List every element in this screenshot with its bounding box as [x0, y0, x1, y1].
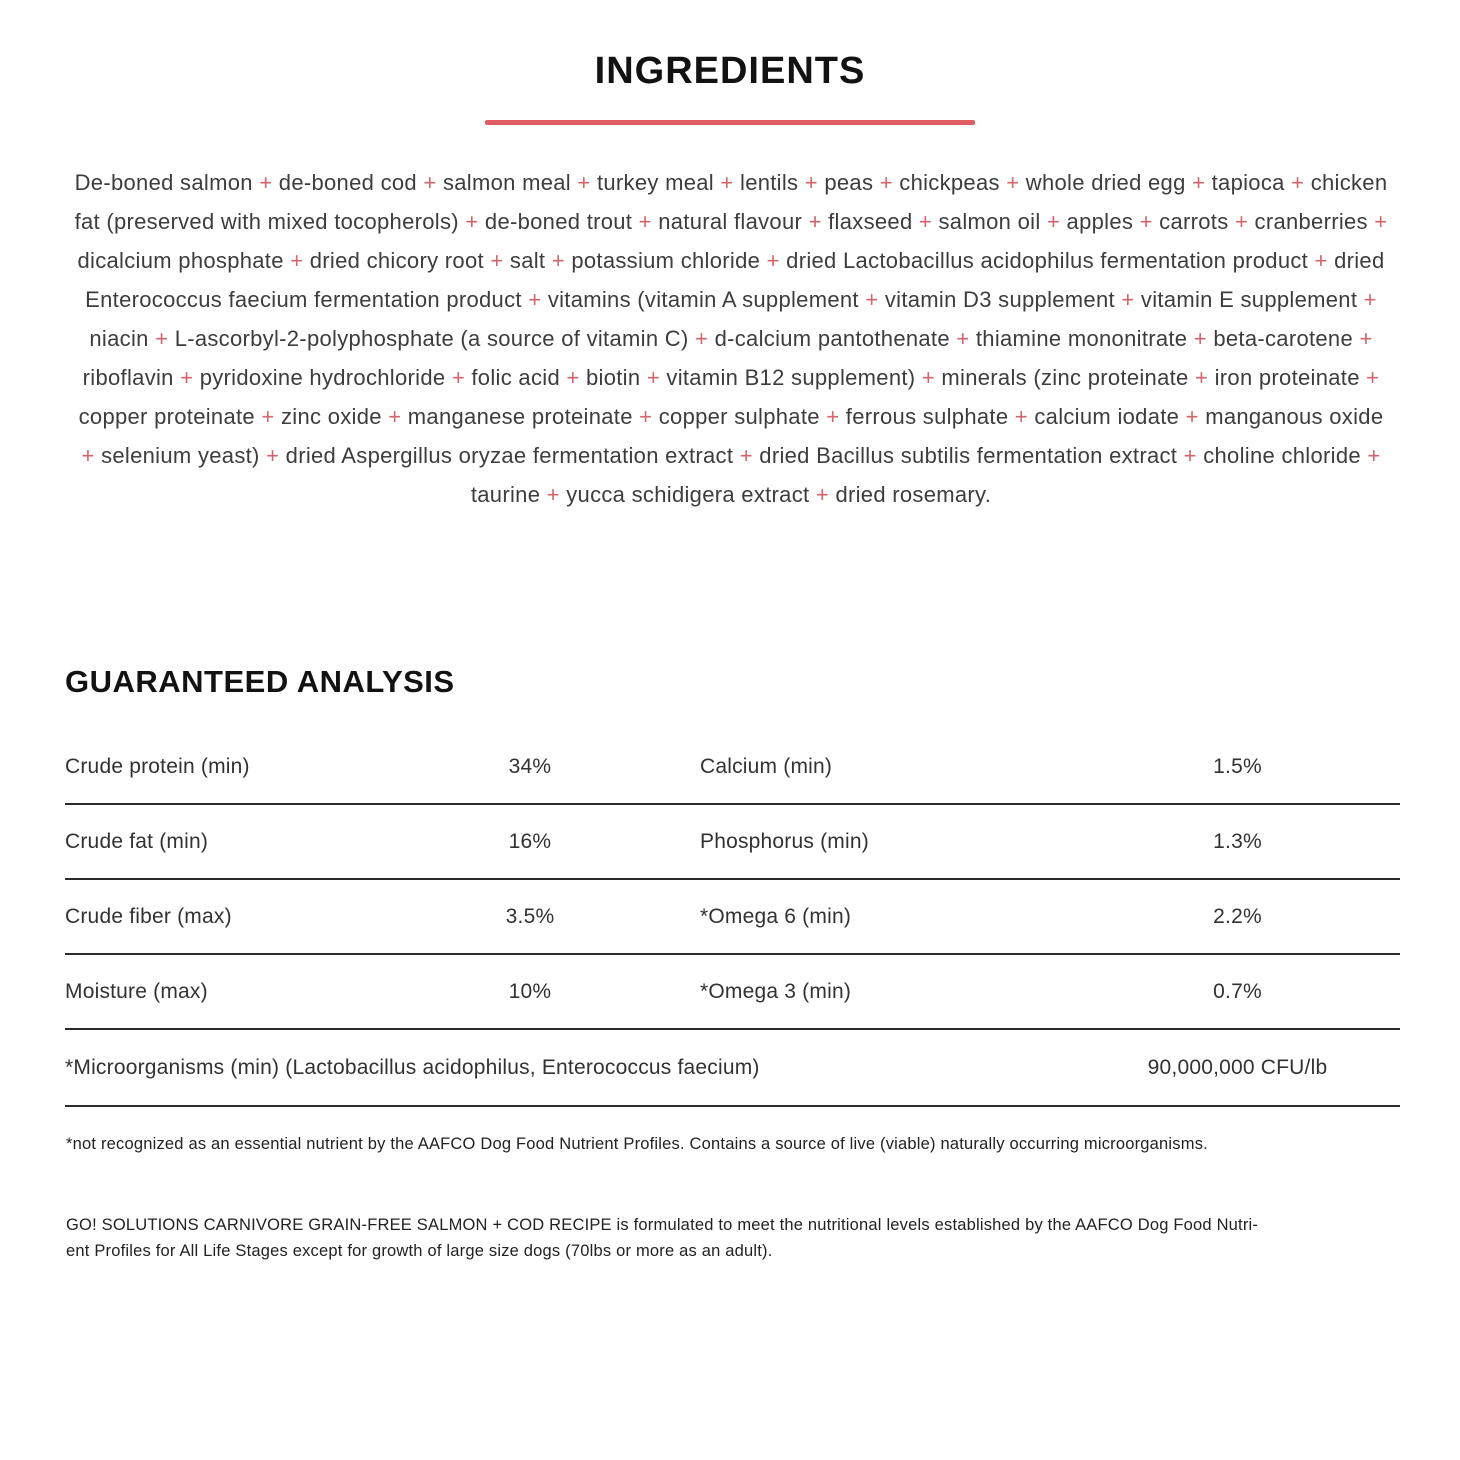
plus-separator: + — [695, 326, 709, 351]
plus-separator: + — [266, 443, 280, 468]
plus-separator: + — [808, 209, 822, 234]
plus-separator: + — [1183, 443, 1197, 468]
guaranteed-analysis-table — [65, 730, 1400, 1107]
plus-separator: + — [465, 209, 479, 234]
plus-separator: + — [956, 326, 970, 351]
plus-separator: + — [921, 365, 935, 390]
nutrient-value: 1.5% — [1213, 754, 1262, 778]
plus-separator: + — [155, 326, 169, 351]
plus-separator: + — [1139, 209, 1153, 234]
nutrient-label: Crude fat (min) — [65, 829, 209, 853]
plus-separator: + — [259, 170, 273, 195]
plus-separator: + — [490, 248, 504, 273]
plus-separator: + — [1291, 170, 1305, 195]
plus-separator: + — [865, 287, 879, 312]
nutrient-label: Crude fiber (max) — [65, 904, 232, 928]
nutrient-label: *Microorganisms (min) (Lactobacillus acidophilus, Enterococcus faecium) — [65, 1055, 760, 1079]
aafco-statement-line1: GO! SOLUTIONS CARNIVORE GRAIN-FREE SALMON + COD RECIPE is formulated to meet the nutritional levels established by the AAFCO Dog Food Nutri- — [66, 1216, 1259, 1234]
plus-separator: + — [739, 443, 753, 468]
nutrient-value: 3.5% — [505, 904, 555, 928]
plus-separator: + — [815, 482, 830, 507]
nutrient-label: Calcium (min) — [700, 754, 833, 778]
plus-separator: + — [1006, 170, 1020, 195]
plus-separator: + — [1185, 404, 1199, 429]
plus-separator: + — [566, 365, 580, 390]
plus-separator: + — [423, 170, 437, 195]
plus-separator: + — [1367, 443, 1381, 468]
plus-separator: + — [720, 170, 734, 195]
ingredients-paragraph: De-boned salmon + de-boned cod + salmon meal + turkey meal + lentils + peas + chickpeas + whole dried egg + tapioca + chicken fat (preserved with mixed tocopherols) + de-boned trout + natural flavour + flaxseed + salmon oil + apples + carrots + cranberries + dicalcium phosphate + dried chicory root + salt + potassium chloride + dried Lactobacillus acidophilus fermentation product + dried Enterococcus faecium fermentation product + vitamins (vitamin A supplement + vitamin D3 supplement + vitamin E supplement + niacin + L-ascorbyl-2-polyphosphate (a source of vitamin C) + d-calcium pantothenate + thiamine mononitrate + beta-carotene + riboflavin + pyridoxine hydrochloride + folic acid + biotin + vitamin B12 supplement) + minerals (zinc proteinate + iron proteinate + copper proteinate + zinc oxide + manganese proteinate + copper sulphate + ferrous sulphate + calcium iodate + manganous oxide + selenium yeast) + dried Aspergillus oryzae fermentation extract + dried Bacillus subtilis fermentation extract + choline chloride + taurine + yucca schidigera extract + dried rosemary. — [74, 170, 1388, 507]
analysis-row-microorganisms — [65, 1030, 1400, 1107]
plus-separator: + — [1014, 404, 1028, 429]
plus-separator: + — [1195, 365, 1209, 390]
plus-separator: + — [261, 404, 275, 429]
plus-separator: + — [1121, 287, 1135, 312]
analysis-row — [65, 880, 1400, 955]
guaranteed-analysis-title: GUARANTEED ANALYSIS — [65, 664, 455, 699]
plus-separator: + — [1234, 209, 1249, 234]
nutrient-value: 10% — [508, 979, 552, 1003]
plus-separator: + — [577, 170, 591, 195]
analysis-row — [65, 955, 1400, 1030]
plus-separator: + — [1193, 326, 1207, 351]
title-underline-bar — [485, 120, 975, 125]
analysis-row — [65, 805, 1400, 880]
plus-separator: + — [1314, 248, 1328, 273]
plus-separator: + — [388, 404, 402, 429]
aafco-statement-line2: ent Profiles for All Life Stages except for growth of large size dogs (70lbs or more as an adult). — [66, 1242, 773, 1260]
nutrient-label: Crude protein (min) — [65, 754, 250, 778]
nutrient-value: 1.3% — [1213, 829, 1262, 853]
plus-separator: + — [826, 404, 840, 429]
nutrient-label: *Omega 6 (min) — [700, 904, 852, 928]
nutrient-value: 90,000,000 CFU/lb — [1147, 1055, 1328, 1079]
plus-separator: + — [918, 209, 933, 234]
nutrient-label: Phosphorus (min) — [700, 829, 869, 853]
plus-separator: + — [879, 170, 893, 195]
analysis-row — [65, 730, 1400, 805]
aafco-statement — [66, 1212, 1400, 1264]
nutrient-label: *Omega 3 (min) — [700, 979, 852, 1003]
plus-separator: + — [81, 443, 95, 468]
plus-separator: + — [180, 365, 194, 390]
plus-separator: + — [551, 248, 565, 273]
plus-separator: + — [546, 482, 560, 507]
nutrient-value: 16% — [508, 829, 552, 853]
plus-separator: + — [1363, 287, 1377, 312]
plus-separator: + — [451, 365, 465, 390]
plus-separator: + — [1192, 170, 1206, 195]
nutrient-value: 34% — [508, 754, 552, 778]
plus-separator: + — [1366, 365, 1380, 390]
plus-separator: + — [646, 365, 660, 390]
plus-separator: + — [766, 248, 780, 273]
plus-separator: + — [290, 248, 304, 273]
plus-separator: + — [639, 404, 653, 429]
plus-separator: + — [528, 287, 542, 312]
plus-separator: + — [638, 209, 652, 234]
plus-separator: + — [1359, 326, 1373, 351]
plus-separator: + — [1046, 209, 1061, 234]
nutrient-value: 0.7% — [1213, 979, 1262, 1003]
nutrient-label: Moisture (max) — [65, 979, 208, 1003]
ingredients-title: INGREDIENTS — [594, 50, 866, 92]
microorganisms-footnote: *not recognized as an essential nutrient by the AAFCO Dog Food Nutrient Profiles. Contains a source of live (viable) naturally occurring microorganisms. — [66, 1135, 1208, 1153]
nutrient-value: 2.2% — [1213, 904, 1262, 928]
plus-separator: + — [804, 170, 818, 195]
plus-separator: + — [1374, 209, 1388, 234]
